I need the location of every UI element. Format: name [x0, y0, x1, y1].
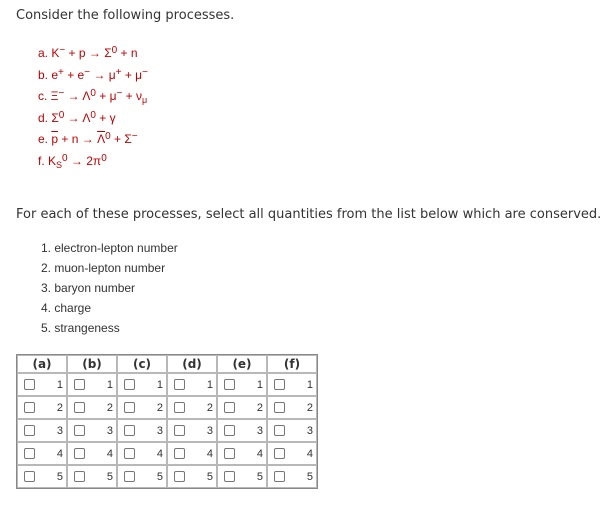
checkbox[interactable]: [74, 425, 85, 436]
checkbox[interactable]: [174, 425, 185, 436]
checkbox-label: 3: [106, 424, 113, 437]
checkbox-label: 1: [106, 378, 113, 391]
checkbox-option[interactable]: [168, 379, 216, 391]
checkbox-label: 3: [206, 424, 213, 437]
checkbox[interactable]: [74, 402, 85, 413]
checkbox[interactable]: [274, 471, 285, 482]
question-text: For each of these processes, select all quantities from the list below which are conserved.: [16, 207, 602, 222]
process-list: [38, 44, 148, 173]
checkbox-option[interactable]: [118, 402, 166, 414]
checkbox-label: 4: [256, 447, 263, 460]
quantity-item: 3. baryon number: [41, 281, 136, 295]
checkbox-option[interactable]: [18, 471, 66, 483]
checkbox-label: 4: [206, 447, 213, 460]
column-header: (c): [117, 355, 167, 373]
checkbox[interactable]: [274, 448, 285, 459]
quantity-item: 2. muon-lepton number: [41, 261, 166, 275]
checkbox-option[interactable]: [168, 402, 216, 414]
checkbox[interactable]: [24, 379, 35, 390]
column-header: (a): [17, 355, 67, 373]
checkbox-label: 1: [306, 378, 313, 391]
checkbox-label: 2: [156, 401, 163, 414]
checkbox-option[interactable]: [68, 425, 116, 437]
checkbox-option[interactable]: [68, 448, 116, 460]
checkbox-label: 3: [156, 424, 163, 437]
checkbox-label: 4: [106, 447, 113, 460]
checkbox[interactable]: [124, 402, 135, 413]
checkbox-option[interactable]: [268, 425, 316, 437]
checkbox-label: 4: [306, 447, 313, 460]
checkbox-label: 2: [206, 401, 213, 414]
checkbox-label: 2: [106, 401, 113, 414]
checkbox-option[interactable]: [118, 425, 166, 437]
checkbox[interactable]: [224, 471, 235, 482]
checkbox[interactable]: [274, 402, 285, 413]
checkbox[interactable]: [174, 379, 185, 390]
quantity-item: 1. electron-lepton number: [41, 241, 178, 255]
checkbox[interactable]: [74, 448, 85, 459]
checkbox-label: 1: [56, 378, 63, 391]
column-header: (d): [167, 355, 217, 373]
checkbox-option[interactable]: [18, 402, 66, 414]
checkbox-option[interactable]: [218, 448, 266, 460]
checkbox[interactable]: [74, 471, 85, 482]
checkbox-option[interactable]: [168, 425, 216, 437]
checkbox-label: 5: [106, 470, 113, 483]
checkbox-label: 3: [256, 424, 263, 437]
checkbox-option[interactable]: [168, 471, 216, 483]
checkbox-option[interactable]: [168, 448, 216, 460]
checkbox[interactable]: [74, 379, 85, 390]
checkbox[interactable]: [274, 379, 285, 390]
checkbox-option[interactable]: [268, 448, 316, 460]
checkbox[interactable]: [224, 448, 235, 459]
checkbox-label: 5: [156, 470, 163, 483]
checkbox[interactable]: [174, 448, 185, 459]
checkbox[interactable]: [224, 402, 235, 413]
checkbox-label: 5: [206, 470, 213, 483]
intro-text: Consider the following processes.: [16, 8, 235, 23]
process-item-c: c. $\Xi^- \to \Lambda^0 + \mu^- + \nu_\mu$: [38, 88, 148, 105]
checkbox-label: 3: [56, 424, 63, 437]
checkbox-option[interactable]: [118, 448, 166, 460]
checkbox-option[interactable]: [218, 379, 266, 391]
checkbox-option[interactable]: [118, 471, 166, 483]
checkbox[interactable]: [224, 425, 235, 436]
column-header: (f): [267, 355, 317, 373]
checkbox[interactable]: [24, 471, 35, 482]
checkbox-option[interactable]: [18, 448, 66, 460]
checkbox[interactable]: [174, 471, 185, 482]
checkbox-option[interactable]: [268, 471, 316, 483]
checkbox[interactable]: [124, 425, 135, 436]
checkbox-label: 4: [156, 447, 163, 460]
checkbox-label: 2: [306, 401, 313, 414]
checkbox-label: 1: [156, 378, 163, 391]
checkbox[interactable]: [124, 379, 135, 390]
checkbox[interactable]: [124, 448, 135, 459]
process-item-e: e. $\overline{p} + n \to \overline{\Lambda}^0 + \Sigma^-$: [38, 131, 138, 146]
quantity-item: 4. charge: [41, 301, 92, 315]
column-header: (b): [67, 355, 117, 373]
column-header: (e): [217, 355, 267, 373]
checkbox-label: 5: [306, 470, 313, 483]
quantity-list: [41, 240, 178, 340]
checkbox[interactable]: [274, 425, 285, 436]
checkbox-option[interactable]: [218, 402, 266, 414]
checkbox-option[interactable]: [218, 471, 266, 483]
checkbox-option[interactable]: [18, 425, 66, 437]
checkbox[interactable]: [24, 425, 35, 436]
quantity-item: 5. strangeness: [41, 321, 120, 335]
answer-grid: [16, 354, 318, 489]
process-item-a: a. $K^- + p \to \Sigma^0 + n$: [38, 45, 138, 60]
checkbox-option[interactable]: [268, 402, 316, 414]
process-item-f: f. $K_S^0 \to 2\pi^0$: [38, 152, 107, 170]
checkbox-option[interactable]: [218, 425, 266, 437]
checkbox-option[interactable]: [68, 402, 116, 414]
checkbox[interactable]: [24, 448, 35, 459]
checkbox[interactable]: [24, 402, 35, 413]
checkbox-label: 3: [306, 424, 313, 437]
checkbox-option[interactable]: [68, 471, 116, 483]
checkbox-label: 2: [56, 401, 63, 414]
checkbox-label: 4: [56, 447, 63, 460]
checkbox-option[interactable]: [18, 379, 66, 391]
process-item-b: b. e+ + e− → μ+ + μ−: [38, 66, 148, 82]
checkbox-option[interactable]: [68, 379, 116, 391]
checkbox[interactable]: [224, 379, 235, 390]
checkbox-label: 5: [256, 470, 263, 483]
checkbox-label: 1: [256, 378, 263, 391]
checkbox[interactable]: [124, 471, 135, 482]
checkbox-option[interactable]: [118, 379, 166, 391]
checkbox-label: 2: [256, 401, 263, 414]
checkbox-option[interactable]: [268, 379, 316, 391]
checkbox-label: 1: [206, 378, 213, 391]
process-item-d: d. $\Sigma^0 \to \Lambda^0 + \gamma$: [38, 109, 116, 125]
checkbox[interactable]: [174, 402, 185, 413]
checkbox-label: 5: [56, 470, 63, 483]
